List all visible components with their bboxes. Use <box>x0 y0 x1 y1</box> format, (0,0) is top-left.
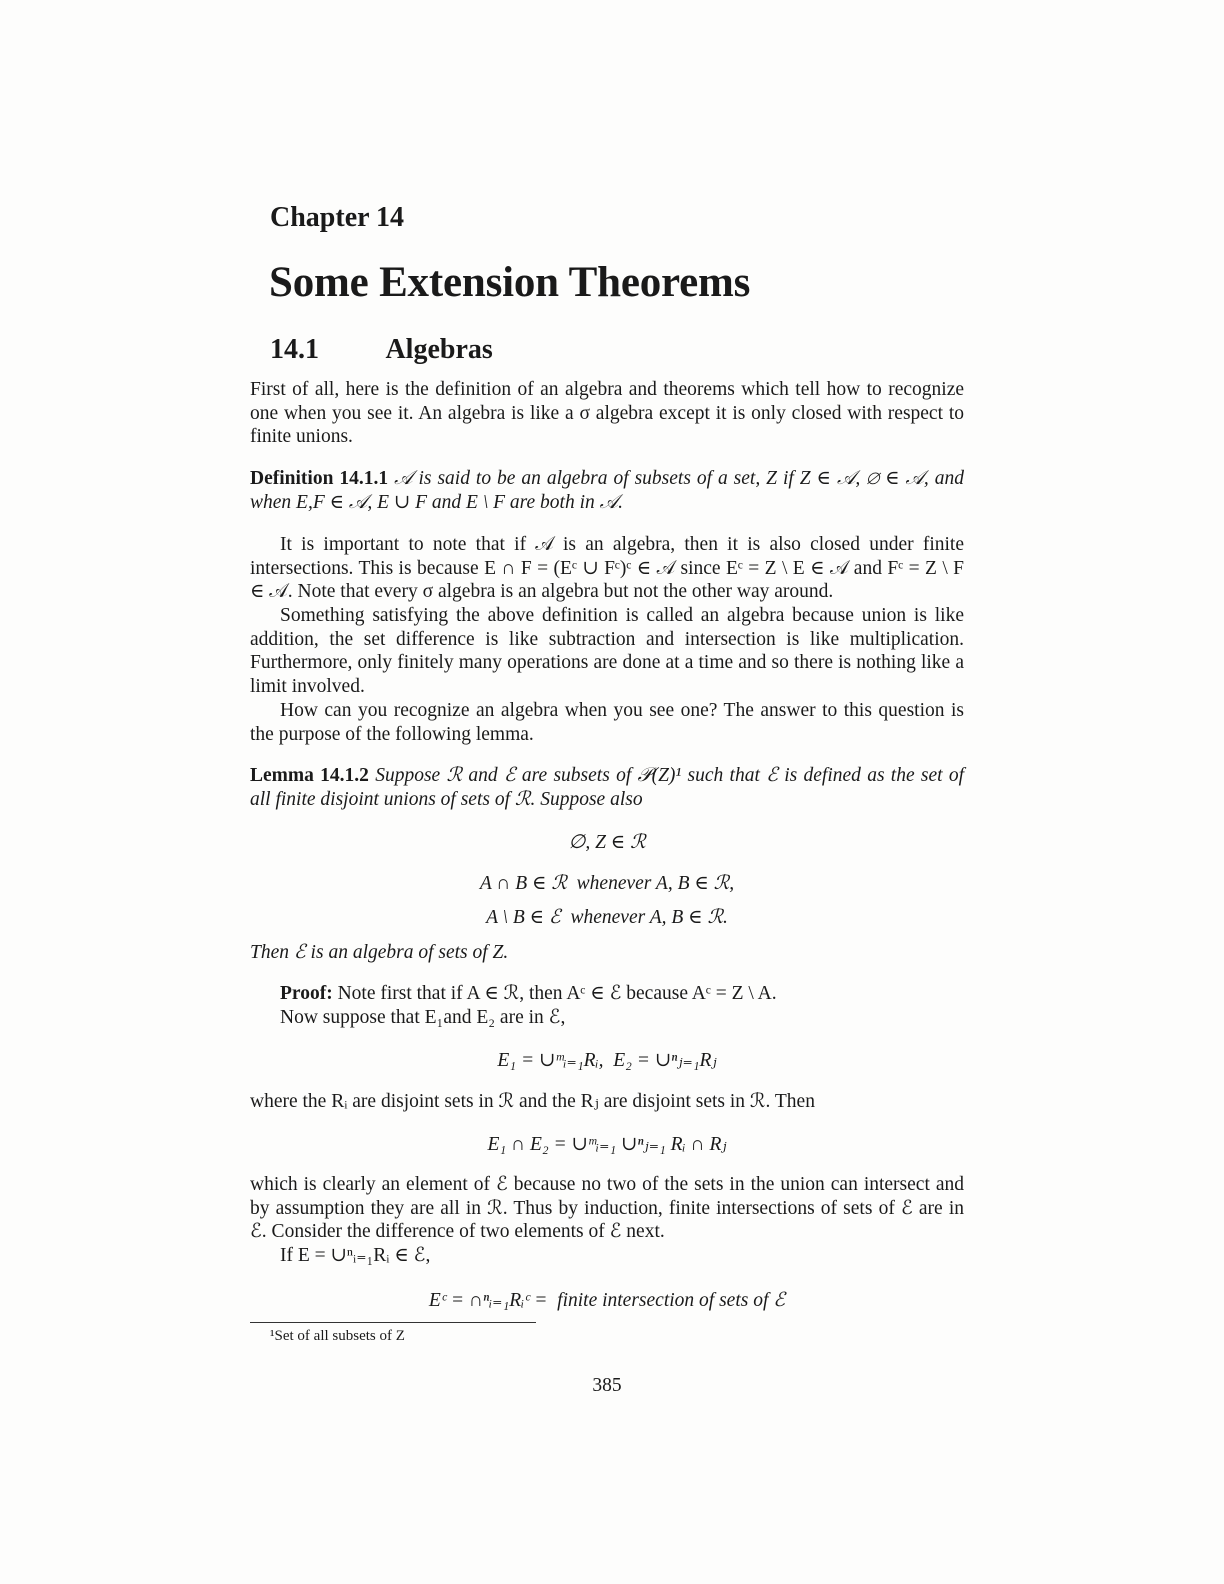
proof-line-1 <box>250 982 964 1006</box>
proof-line-2: Now suppose that E₁and E₂ are in ℰ, <box>280 1007 566 1028</box>
lemma-equation-3: A \ B ∈ ℰ whenever A, B ∈ ℛ. <box>486 907 728 928</box>
proof-equation-3: Eᶜ = ∩ⁿᵢ₌₁Rᵢᶜ = finite intersection of sets of ℰ <box>428 1290 786 1311</box>
proof-line-3: where the Rᵢ are disjoint sets in ℛ and the Rⱼ are disjoint sets in ℛ. Then <box>250 1091 815 1112</box>
proof-head: Proof: <box>280 983 333 1004</box>
section-title: 14.1 Algebras <box>270 334 493 365</box>
proof-line-5: If E = ∪ⁿᵢ₌₁Rᵢ ∈ ℰ, <box>280 1245 431 1266</box>
lemma-body: Suppose ℛ and ℰ are subsets of 𝒫(Z)¹ such that ℰ is defined as the set of all finite disjoint unions of sets of ℛ. Suppose also <box>250 765 965 810</box>
definition-body: 𝒜 is said to be an algebra of subsets of a set, Z if Z ∈ 𝒜, ∅ ∈ 𝒜, and when E,F ∈ 𝒜, E ∪ F and E \ F are both in 𝒜. <box>250 468 964 513</box>
proof-equation-1: E₁ = ∪ᵐᵢ₌₁Rᵢ, E₂ = ∪ⁿⱼ₌₁Rⱼ <box>497 1050 717 1071</box>
definition-block <box>250 467 964 514</box>
footnote-rule <box>250 1322 536 1323</box>
lemma-conclusion: Then ℰ is an algebra of sets of Z. <box>250 942 509 963</box>
chapter-title: Some Extension Theorems <box>269 259 751 306</box>
lemma-head: Lemma 14.1.2 <box>250 765 369 786</box>
proof-equation-2: E₁ ∩ E₂ = ∪ᵐᵢ₌₁ ∪ⁿⱼ₌₁ Rᵢ ∩ Rⱼ <box>487 1134 727 1155</box>
page-number: 385 <box>592 1375 622 1396</box>
proof-line-4: which is clearly an element of ℰ because no two of the sets in the union can intersect and by assumption they are all in ℛ. Thus by induction, finite intersections of sets of ℰ are in ℰ. Consider the difference of two elements of ℰ next. <box>250 1174 964 1243</box>
proof-text-1: Note first that if A ∈ ℛ, then Aᶜ ∈ ℰ because Aᶜ = Z \ A. <box>337 983 777 1004</box>
intro-paragraph: First of all, here is the definition of an algebra and theorems which tell how to recognize one when you see it. An algebra is like a σ algebra except it is only closed with respect to finite unions. <box>250 379 964 448</box>
lemma-equation-2: A ∩ B ∈ ℛ whenever A, B ∈ ℛ, <box>479 873 735 894</box>
lemma-equation-1: ∅, Z ∈ ℛ <box>568 832 646 853</box>
lemma-block <box>250 764 964 811</box>
chapter-label: Chapter 14 <box>270 202 405 233</box>
paragraph-why-algebra: Something satisfying the above definition is called an algebra because union is like addition, the set difference is like subtraction and intersection is like multiplication. Furthermore, only finitely many operations are done at a time and so there is nothing like a limit involved. <box>250 605 964 697</box>
definition-head: Definition 14.1.1 <box>250 468 389 489</box>
paragraph-intersections: It is important to note that if 𝒜 is an algebra, then it is also closed under finite intersections. This is because E ∩ F = (Eᶜ ∪ Fᶜ)ᶜ ∈ 𝒜 since Eᶜ = Z \ E ∈ 𝒜 and Fᶜ = Z \ F ∈ 𝒜. Note that every σ algebra is an algebra but not the other way around. <box>250 534 964 603</box>
paragraph-recognize: How can you recognize an algebra when you see one? The answer to this question is the purpose of the following lemma. <box>250 700 964 745</box>
footnote: ¹Set of all subsets of Z <box>270 1328 405 1344</box>
